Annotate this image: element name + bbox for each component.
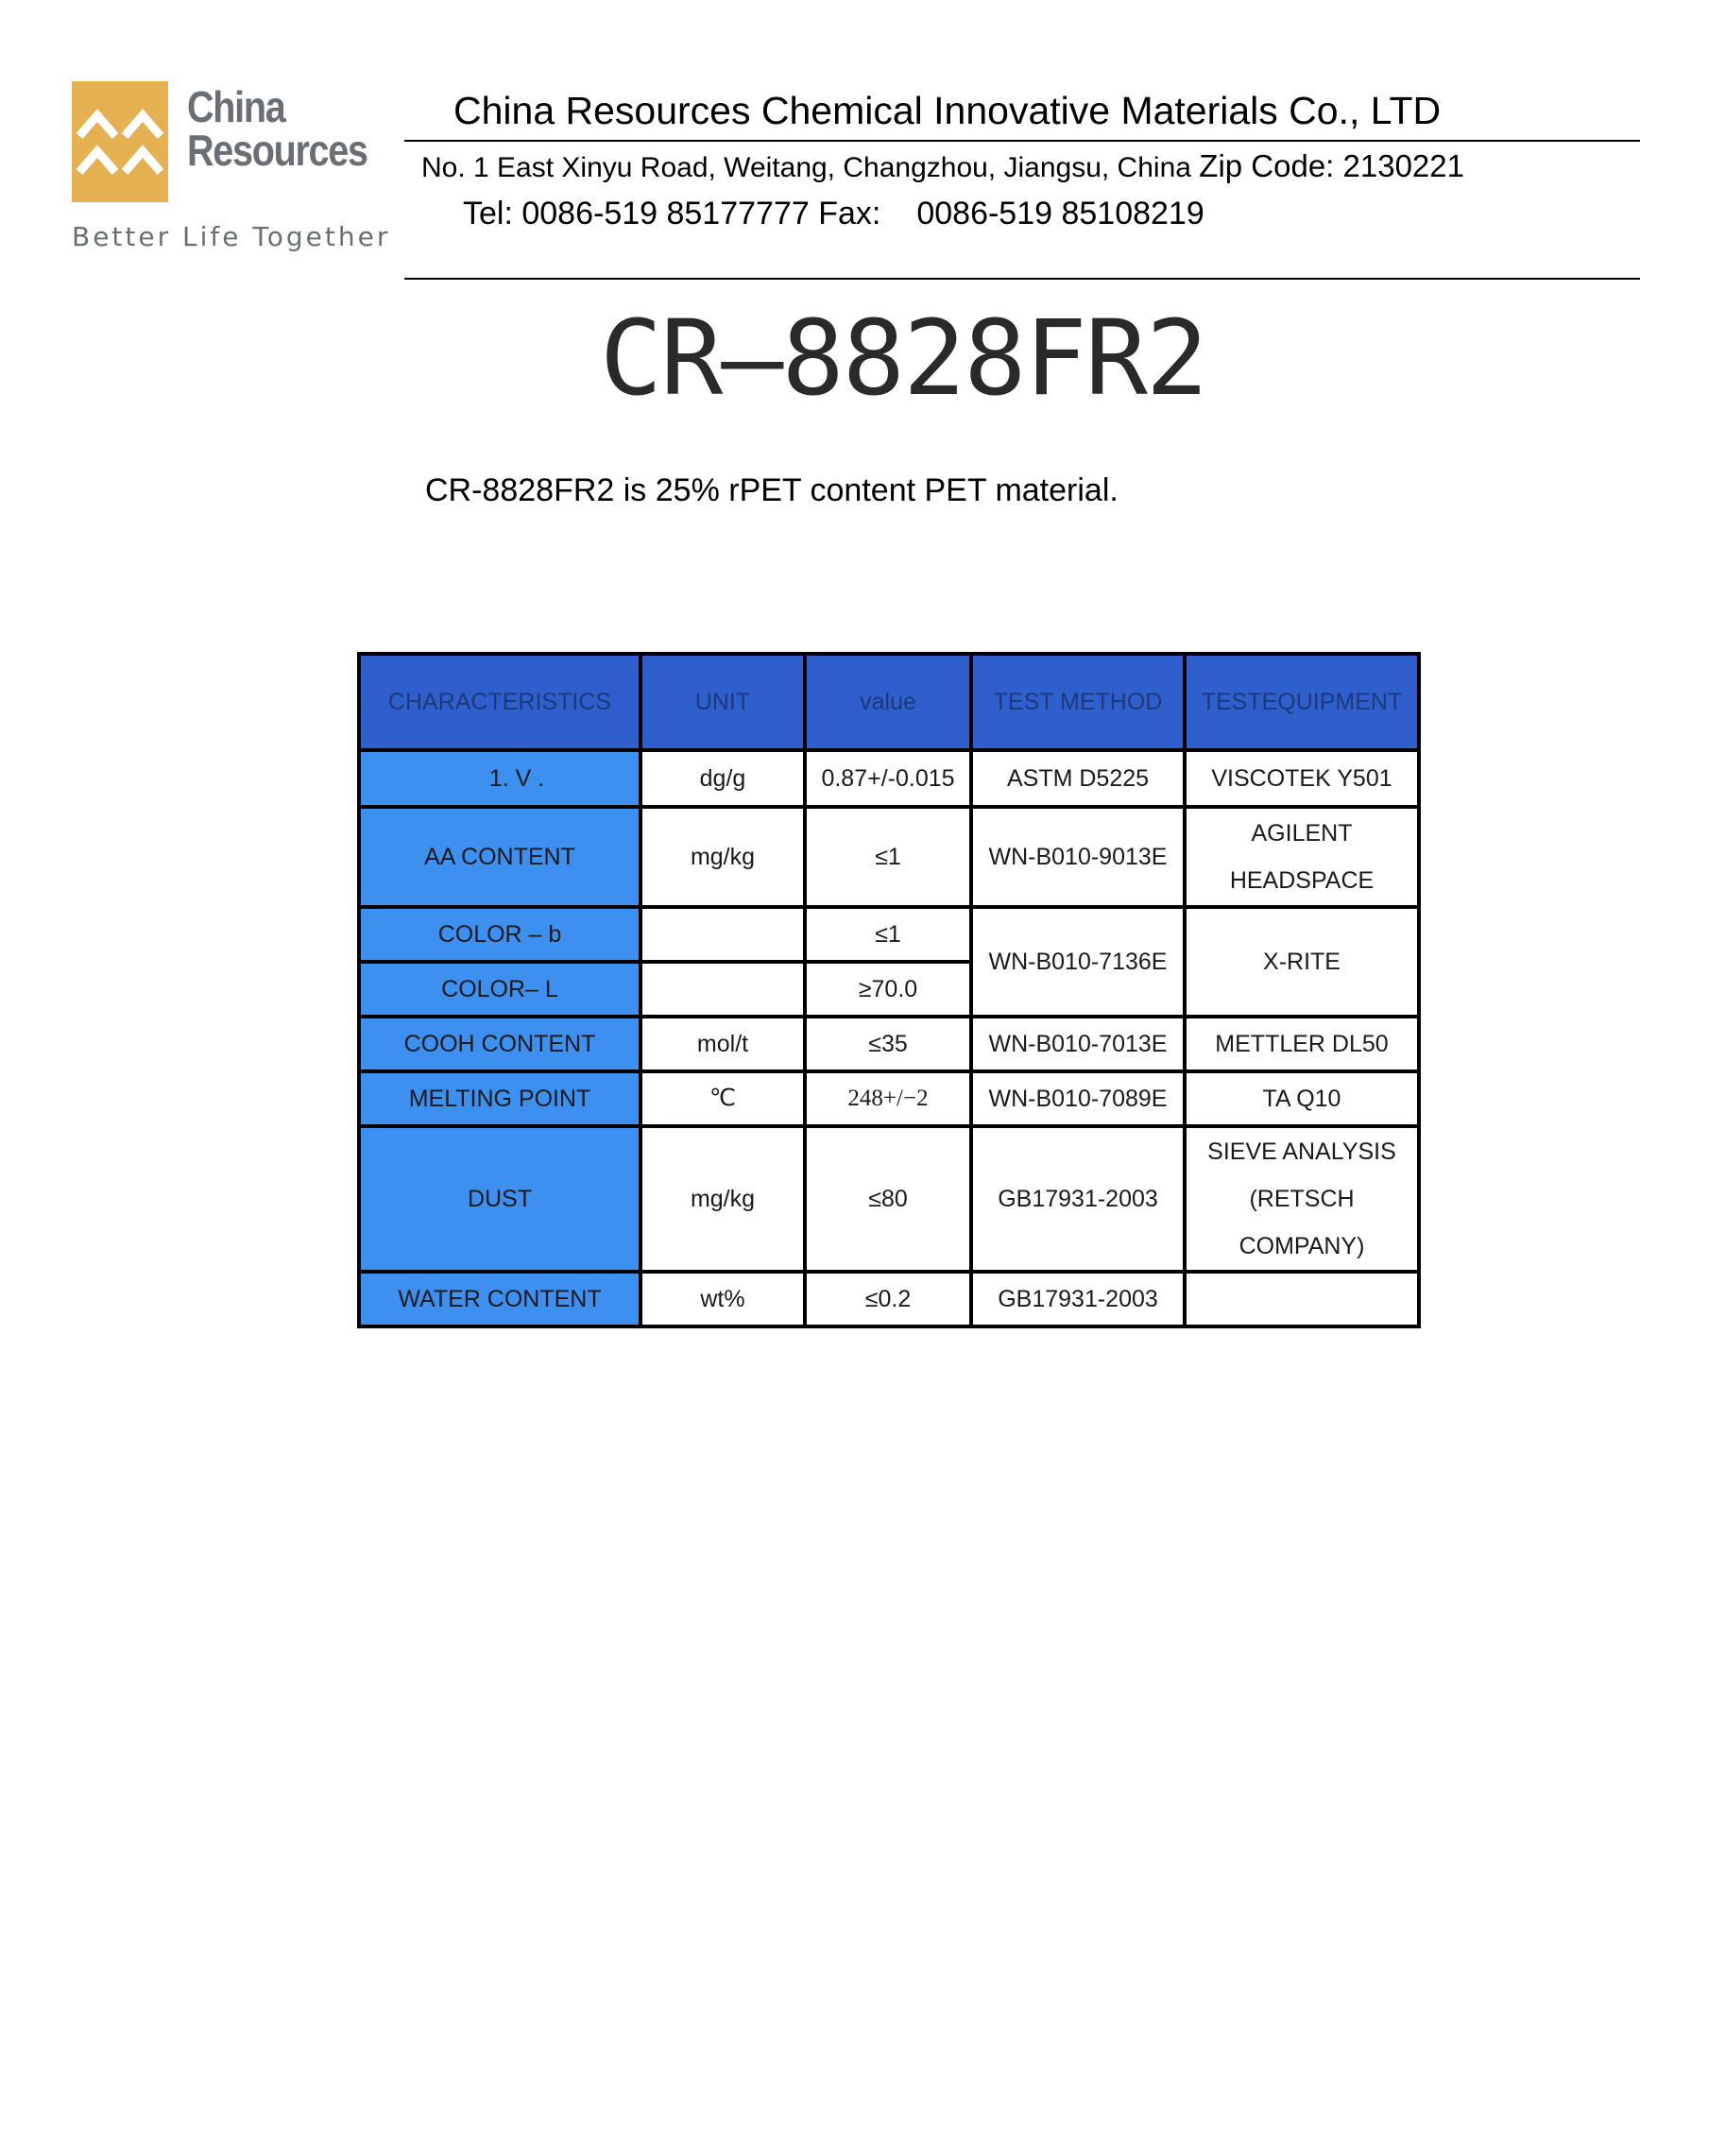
cell-equipment: TA Q10 [1185,1071,1419,1126]
company-name: China Resources Chemical Innovative Materials Co., LTD [453,89,1442,132]
cell-value: ≥70.0 [805,962,971,1017]
cell-characteristic: AA CONTENT [359,807,640,907]
header-characteristics: CHARACTERISTICS [359,654,640,750]
cell-characteristic: DUST [359,1126,640,1272]
iv-label: 1. V . [488,765,545,792]
cell-method: GB17931-2003 [971,1272,1185,1326]
header-divider-bottom [404,278,1640,280]
header-value: value [805,654,971,750]
address-text: No. 1 East Xinyu Road, Weitang, Changzhou, Jiangsu, China [421,152,1191,183]
equipment-line: HEADSPACE [1229,867,1375,894]
specification-table [357,652,1421,1328]
cell-method: GB17931-2003 [971,1126,1185,1272]
cell-equipment [1185,807,1419,907]
table-row [359,1017,1419,1071]
equipment-line: (RETSCH COMPANY) [1238,1186,1365,1259]
header-divider-top [404,140,1640,142]
cell-value: 248+/−2 [805,1071,971,1126]
cell-method: WN-B010-9013E [971,807,1185,907]
company-address [421,147,1464,187]
logo-name-line2: Resources [187,126,367,175]
logo-tagline: Better Life Together [72,221,391,252]
cell-equipment: X-RITE [1185,907,1419,1017]
table-header-row [359,654,1419,750]
cell-value: ≤0.2 [805,1272,971,1326]
cell-unit: dg/g [640,750,805,807]
product-description: CR-8828FR2 is 25% rPET content PET material. [425,472,1119,508]
header-test-equipment: TESTEQUIPMENT [1185,654,1419,750]
table-row [359,807,1419,907]
cell-unit: mg/kg [640,807,805,907]
cell-unit [640,962,805,1017]
cell-unit [640,907,805,962]
cell-value: ≤1 [805,907,971,962]
cell-method: WN-B010-7136E [971,907,1185,1017]
cell-characteristic: MELTING POINT [359,1071,640,1126]
cell-characteristic: COLOR – b [359,907,640,962]
company-logo [72,81,391,261]
table-row [359,1071,1419,1126]
product-title: CR–8828FR2 [599,298,1207,419]
cell-method: ASTM D5225 [971,750,1185,807]
logo-wordmark [187,82,367,175]
zip-code: Zip Code: 2130221 [1199,148,1464,183]
fax-number: 0086-519 85108219 [916,196,1204,231]
tel-fax-label: Tel: 0086-519 85177777 Fax: [463,196,881,231]
cell-characteristic: COOH CONTENT [359,1017,640,1071]
cell-equipment [1185,1272,1419,1326]
cell-unit: mol/t [640,1017,805,1071]
table-row [359,750,1419,807]
cell-characteristic [359,750,640,807]
contact-line [463,193,1204,234]
cell-equipment [1185,1126,1419,1272]
cell-equipment: METTLER DL50 [1185,1017,1419,1071]
mountain-logo-icon [72,81,168,202]
table-row [359,907,1419,962]
cell-unit: wt% [640,1272,805,1326]
logo-name-line1: China [187,82,285,131]
cell-value: ≤1 [805,807,971,907]
header-test-method: TEST METHOD [971,654,1185,750]
cell-value: ≤80 [805,1126,971,1272]
cell-characteristic: WATER CONTENT [359,1272,640,1326]
cell-characteristic: COLOR– L [359,962,640,1017]
cell-unit: ℃ [640,1071,805,1126]
cell-method: WN-B010-7089E [971,1071,1185,1126]
cell-value: 0.87+/-0.015 [805,750,971,807]
table-row [359,1272,1419,1326]
table-row [359,1126,1419,1272]
cell-equipment: VISCOTEK Y501 [1185,750,1419,807]
cell-unit: mg/kg [640,1126,805,1272]
equipment-line: AGILENT [1251,820,1353,847]
header-unit: UNIT [640,654,805,750]
equipment-line: SIEVE ANALYSIS [1207,1138,1396,1165]
cell-method: WN-B010-7013E [971,1017,1185,1071]
cell-value: ≤35 [805,1017,971,1071]
